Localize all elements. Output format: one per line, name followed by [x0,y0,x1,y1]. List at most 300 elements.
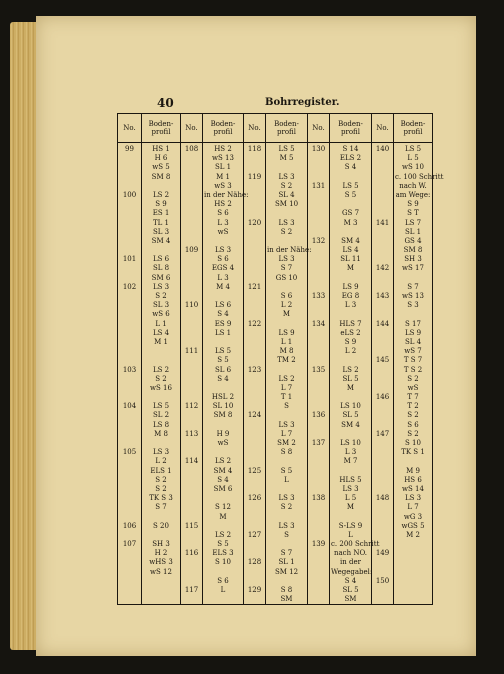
header-no: No. [244,114,266,143]
soil-profile-entry: wS [217,227,229,236]
blank-line [182,182,201,191]
soil-profile-entry [395,310,431,319]
blank-line [373,338,392,347]
soil-profile-entry: nach NO. [333,549,367,558]
borehole-number: 139 [311,540,326,549]
borehole-number: 142 [375,264,390,273]
soil-profile-entry: LS 2 [152,190,170,199]
soil-profile-entry: eLS 2 [340,328,361,337]
soil-profile-entry: in der [340,558,361,567]
blank-line [245,402,264,411]
blank-line [309,457,328,466]
blank-line [182,237,201,246]
blank-line [309,503,328,512]
blank-line [182,209,201,218]
blank-line [182,173,201,182]
soil-profile-column [266,143,312,605]
soil-profile-entry [204,494,242,503]
soil-profile-entry: HLS 5 [339,475,362,484]
soil-profile-entry: wS 14 [402,484,424,493]
blank-line [119,356,140,365]
soil-profile-entry: M 2 [406,530,420,539]
soil-profile-entry: S T [407,209,419,218]
blank-line [373,301,392,310]
soil-profile-entry: SM 4 [213,466,233,475]
blank-line [182,292,201,301]
blank-line [245,457,264,466]
soil-profile-column [394,143,444,605]
soil-profile-entry: M 9 [406,466,420,475]
borehole-number: 117 [184,586,199,594]
soil-profile-entry: SL 1 [278,558,295,567]
soil-profile-entry: wGS 5 [401,521,425,530]
soil-profile-entry: SL 1 [404,227,422,236]
borehole-number: 134 [311,319,326,328]
header-no: No. [308,114,330,143]
soil-profile-entry [143,356,179,365]
blank-line [309,347,328,356]
table-header-row [118,114,433,143]
soil-profile-entry: LS 3 [278,494,295,503]
blank-line [309,513,328,522]
soil-profile-entry: M [346,503,355,512]
soil-profile-entry: S [284,530,289,539]
blank-line [119,375,140,384]
soil-profile-entry: LS 10 [340,402,361,411]
blank-line [373,384,392,393]
soil-profile-entry: SM [344,595,357,604]
soil-profile-entry [331,513,370,522]
blank-line [309,421,328,430]
blank-line [245,375,264,384]
soil-profile-entry [267,209,306,218]
blank-line [373,522,392,531]
soil-profile-entry: LS 2 [342,365,359,374]
borehole-number: 131 [311,181,326,190]
blank-line [119,421,140,430]
blank-line [245,209,264,218]
soil-profile-entry: SL 4 [278,190,295,199]
blank-line [373,513,392,522]
blank-line [245,237,264,246]
soil-profile-entry: L 5 [344,494,357,503]
blank-line [245,356,264,365]
borehole-number-column [181,143,203,605]
blank-line [373,439,392,448]
blank-line [245,540,264,549]
soil-profile-entry: M [282,310,291,319]
soil-profile-entry: S 2 [280,181,293,190]
table-body-row [118,143,433,605]
soil-profile-entry [267,513,306,522]
soil-profile-column [330,143,380,605]
blank-line [245,338,264,347]
blank-line [245,513,264,522]
borehole-number: 129 [247,586,262,594]
soil-profile-entry: S 9 [344,337,357,346]
soil-profile-entry: ELS 3 [212,549,234,558]
blank-line [245,255,264,264]
soil-profile-entry: SH 3 [404,255,422,264]
blank-line [182,356,201,365]
soil-profile-entry: S 9 [407,200,419,209]
soil-profile-entry: S 6 [280,292,293,300]
blank-line [373,163,392,172]
blank-line [245,301,264,310]
header-bodenprofil: Boden- profil [330,114,372,143]
blank-line [373,173,392,182]
soil-profile-entry: Wegegabel: [331,567,373,576]
borehole-number: 150 [375,576,390,585]
blank-line [373,237,392,246]
blank-line [245,421,264,430]
blank-line [245,476,264,485]
borehole-number: 120 [247,218,262,227]
blank-line [182,439,201,448]
soil-profile-entry: LS 5 [342,181,359,190]
blank-line [245,430,264,439]
soil-profile-entry: S 8 [280,448,293,457]
soil-profile-entry: GS 7 [341,209,360,218]
soil-profile-entry: SL 2 [152,411,170,420]
soil-profile-entry: SM 4 [341,420,360,429]
borehole-number: 101 [122,255,137,264]
soil-profile-entry [267,540,306,549]
page-number: 40 [157,96,174,110]
soil-profile-entry: LS 5 [278,145,295,153]
soil-profile-entry: LS 10 [340,439,361,447]
soil-profile-entry: M 7 [343,457,358,466]
soil-profile-entry [267,457,306,466]
soil-profile-entry: HS 6 [404,475,422,484]
blank-line [182,448,201,457]
blank-line [245,439,264,448]
soil-profile-entry: ES 1 [152,209,170,218]
soil-profile-entry: S 3 [407,301,419,310]
blank-line [245,163,264,172]
soil-profile-entry [267,283,306,292]
blank-line [245,549,264,558]
blank-line [182,568,201,577]
soil-profile-entry: S-LS 9 [338,521,363,530]
soil-profile-entry: L 1 [280,337,293,346]
soil-profile-entry: S 2 [407,429,419,438]
soil-profile-entry: SL 5 [342,586,359,594]
soil-profile-entry [143,347,179,356]
soil-profile-entry: L 3 [217,273,229,282]
blank-line [182,375,201,384]
blank-line [119,182,140,191]
blank-line [373,329,392,338]
soil-profile-entry: S [284,402,289,411]
blank-line [119,228,140,237]
borehole-number: 122 [247,319,262,328]
soil-profile-entry: SM 8 [403,246,423,255]
blank-line [309,310,328,319]
soil-profile-entry: TK S 3 [149,494,173,503]
soil-profile-entry: M 4 [216,282,230,291]
blank-line [309,228,328,237]
blank-line [373,485,392,494]
blank-line [182,320,201,329]
borehole-number: 123 [247,365,262,374]
soil-profile-entry: c. 100 Schritt [395,172,444,181]
blank-line [309,209,328,218]
blank-line [245,393,264,402]
soil-profile-entry: HS 2 [214,145,232,153]
soil-profile-entry [267,163,306,172]
soil-profile-entry [204,237,242,246]
blank-line [373,274,392,283]
blank-line [373,568,392,577]
borehole-number: 145 [375,356,390,365]
borehole-number-column [118,143,142,605]
blank-line [373,228,392,237]
soil-profile-entry: SL 5 [342,411,359,420]
soil-profile-entry [331,274,370,283]
blank-line [373,457,392,466]
soil-profile-entry: S 2 [155,292,167,300]
blank-line [245,384,264,393]
borehole-number: 100 [122,190,137,199]
soil-profile-entry: S 5 [280,466,293,475]
blank-line [182,384,201,393]
soil-profile-entry [143,246,179,255]
blank-line [119,347,140,356]
borehole-number: 109 [184,246,199,255]
soil-profile-entry: S 6 [217,576,229,585]
blank-line [245,274,264,283]
blank-line [119,411,140,420]
blank-line [245,246,264,255]
blank-line [119,467,140,476]
soil-profile-entry: ELS 1 [150,466,172,475]
soil-profile-entry: SM 12 [274,567,299,576]
soil-profile-entry: S 12 [215,503,231,512]
borehole-number: 116 [184,549,199,558]
soil-profile-entry: LS 1 [214,328,232,337]
soil-profile-entry: LS 9 [342,282,359,291]
borehole-number: 114 [184,457,199,466]
borehole-number: 104 [122,402,137,411]
soil-profile-entry: H 9 [216,429,230,438]
soil-profile-entry [331,393,370,402]
blank-line [309,301,328,310]
soil-profile-entry [267,237,306,246]
soil-profile-entry: LS 2 [214,457,232,466]
soil-profile-entry [204,384,242,393]
soil-profile-entry [395,274,431,283]
soil-profile-entry: LS 3 [152,448,170,457]
header-no: No. [181,114,203,143]
soil-profile-entry: T S 2 [403,365,423,374]
soil-profile-entry: M 1 [216,172,230,181]
soil-profile-entry: S 2 [155,484,167,493]
soil-profile-entry: S 7 [280,549,293,558]
soil-profile-entry [143,182,179,191]
blank-line [309,430,328,439]
soil-profile-entry: LS 3 [278,172,295,181]
blank-line [373,531,392,540]
soil-profile-entry: wS 7 [404,347,422,356]
blank-line [309,246,328,255]
borehole-number-column [372,143,394,605]
soil-profile-entry: HSL 2 [211,393,235,402]
soil-profile-entry: LS 6 [152,255,170,264]
blank-line [245,264,264,273]
blank-line [182,219,201,228]
soil-profile-entry: SM 2 [277,439,296,447]
soil-profile-entry: wS 16 [150,383,172,392]
borehole-number: 106 [122,521,137,530]
blank-line [373,347,392,356]
soil-profile-entry: LS 3 [278,521,295,530]
soil-profile-entry: S 2 [155,475,167,484]
blank-line [309,219,328,228]
soil-profile-entry: nach W. [399,181,427,190]
borehole-number: 143 [375,292,390,300]
soil-profile-entry: S 7 [280,264,293,273]
blank-line [119,439,140,448]
borehole-number: 141 [375,218,390,227]
blank-line [373,375,392,384]
soil-profile-entry [267,320,306,329]
soil-profile-entry: S 2 [407,411,419,420]
page-title: Bohrregister. [265,97,340,108]
header-no: No. [118,114,142,143]
soil-profile-entry: S 6 [407,420,419,429]
soil-profile-entry: S 6 [217,255,229,264]
soil-profile-entry [204,338,242,347]
blank-line [245,329,264,338]
borehole-number: 144 [375,319,390,328]
blank-line [119,301,140,310]
blank-line [119,430,140,439]
soil-profile-entry: LS 7 [404,218,422,227]
soil-profile-entry [267,577,306,586]
soil-profile-entry [204,522,242,531]
borehole-number: 148 [375,494,390,503]
blank-line [245,310,264,319]
borehole-number: 112 [184,402,199,411]
soil-profile-entry [143,513,179,522]
soil-profile-entry: HS 1 [152,145,170,153]
blank-line [119,384,140,393]
soil-profile-entry: L [220,586,226,594]
soil-profile-entry: S 4 [217,374,229,383]
blank-line [119,329,140,338]
header-bodenprofil: Boden- profil [203,114,244,143]
borehole-number: 138 [311,494,326,503]
soil-profile-entry: S 2 [280,227,293,236]
borehole-number: 108 [184,145,199,153]
soil-profile-entry: LS 3 [278,420,295,429]
soil-profile-entry: M 5 [279,154,294,163]
soil-profile-entry [331,356,370,365]
blank-line [182,411,201,420]
blank-line [182,540,201,549]
soil-profile-entry: SL 4 [404,337,422,346]
borehole-number: 125 [247,466,262,475]
blank-line [119,219,140,228]
borehole-number: 146 [375,393,390,402]
soil-profile-entry: EG 8 [341,292,360,300]
blank-line [309,402,328,411]
blank-line [309,264,328,273]
blank-line [245,347,264,356]
blank-line [373,154,392,163]
soil-profile-entry: M [346,383,355,392]
blank-line [245,200,264,209]
blank-line [119,154,140,163]
blank-line [119,476,140,485]
soil-profile-entry: LS 5 [214,347,232,356]
soil-profile-entry [143,439,179,448]
soil-profile-entry: S 20 [153,521,169,530]
blank-line [119,264,140,273]
soil-profile-entry: M 1 [154,337,168,346]
blank-line [119,246,140,255]
soil-profile-entry: ES 9 [214,319,232,328]
blank-line [119,338,140,347]
soil-profile-entry: LS 5 [152,402,170,411]
blank-line [182,393,201,402]
blank-line [245,485,264,494]
soil-profile-entry: L 2 [344,347,357,356]
soil-profile-entry [204,421,242,430]
soil-profile-entry: S 2 [280,503,293,512]
soil-profile-entry: wS [217,439,229,447]
soil-profile-entry: S 2 [155,374,167,383]
soil-profile-entry: M 8 [154,429,168,438]
soil-profile-entry: S 17 [405,319,421,328]
soil-profile-entry: wG 3 [403,512,423,521]
blank-line [119,209,140,218]
blank-line [245,577,264,586]
borehole-number: 128 [247,558,262,567]
soil-profile-entry [331,228,370,237]
soil-profile-entry: H 6 [154,154,168,163]
page-header [36,96,476,114]
borehole-register-table [117,113,444,605]
blank-line [119,485,140,494]
soil-profile-entry: SM 8 [151,172,171,181]
soil-profile-entry: HS 2 [214,200,232,209]
soil-profile-entry: L 1 [155,319,167,328]
soil-profile-entry [331,467,370,476]
borehole-number: 107 [122,540,137,549]
blank-line [309,448,328,457]
soil-profile-entry: S 5 [217,540,229,549]
blank-line [182,191,201,200]
blank-line [182,154,201,163]
blank-line [119,513,140,522]
blank-line [373,421,392,430]
blank-line [373,182,392,191]
blank-line [119,200,140,209]
soil-profile-entry: L 5 [407,154,419,163]
soil-profile-entry: LS 4 [152,328,170,337]
header-no: No. [372,114,394,143]
soil-profile-entry: ELS 2 [339,154,362,163]
soil-profile-entry: LS 2 [214,530,232,539]
soil-profile-entry: LS 9 [404,328,422,337]
soil-profile-entry: S 2 [407,374,419,383]
borehole-number: 102 [122,282,137,291]
blank-line [373,191,392,200]
blank-line [119,173,140,182]
soil-profile-entry [331,173,370,182]
